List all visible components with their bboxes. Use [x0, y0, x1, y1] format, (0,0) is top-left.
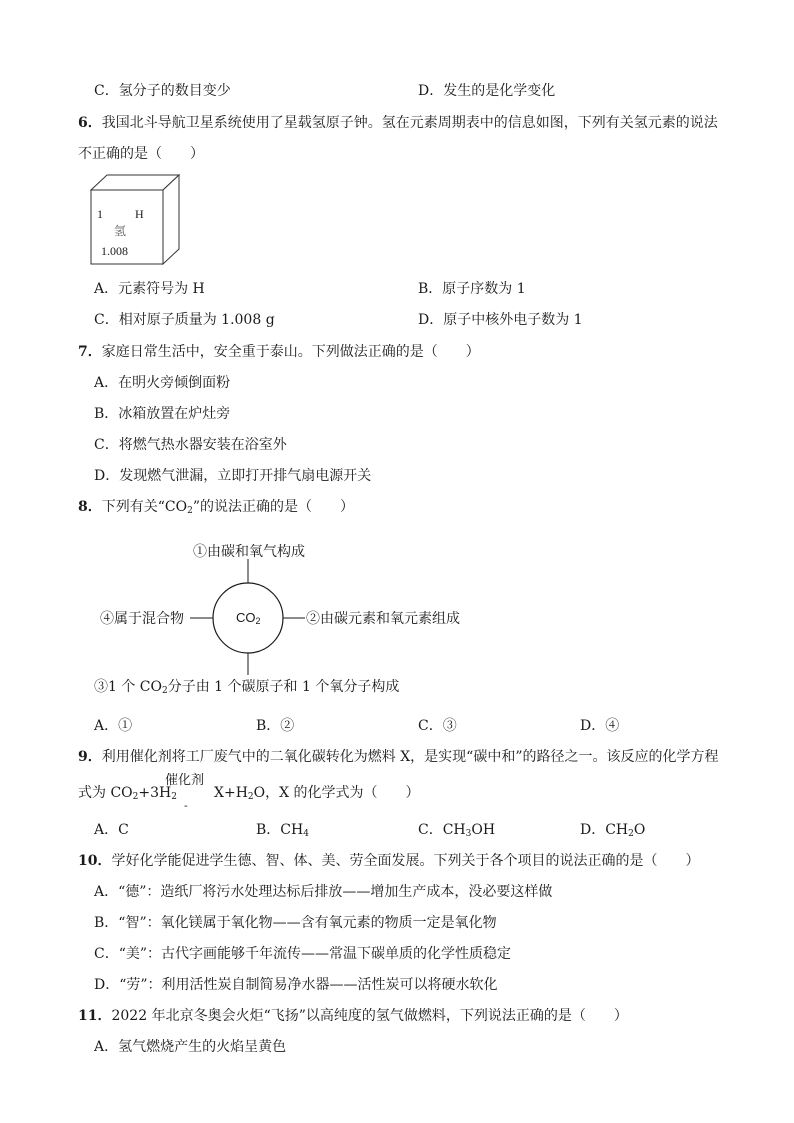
q9-option-a: A．C: [94, 822, 129, 838]
q10-option-a: A．“德”：造纸厂将污水处理达标后排放——增加生产成本，没必要这样做: [94, 884, 553, 900]
co2-center-label: [236, 609, 261, 627]
q10-stem: [78, 852, 699, 870]
q9-option-c-pre: C．CH: [418, 822, 466, 838]
q10-option-c: C．“美”：古代字画能够千年流传——常温下碳单质的化学性质稳定: [94, 946, 512, 962]
q9-option-b-sub: 4: [303, 829, 309, 839]
q6-option-a: A．元素符号为 H: [94, 281, 205, 297]
q9-eq-mid: +3H: [138, 785, 172, 801]
q9-stem-text: 利用催化剂将工厂废气中的二氧化碳转化为燃料 X，是实现“碳中和”的路径之一。该反应的化学方程: [101, 749, 719, 765]
q7-option-d: D．发现燃气泄漏，立即打开排气扇电源开关: [94, 468, 372, 484]
co2-bottom-sub: 2: [162, 686, 168, 696]
q9-option-c: [418, 821, 495, 839]
q6-option-c: C．相对原子质量为 1.008 g: [94, 312, 275, 328]
co2-label-left: ④属于混合物: [100, 611, 184, 627]
q7-option-b: B．冰箱放置在炉灶旁: [94, 406, 231, 422]
element-name: 氢: [114, 224, 127, 238]
element-symbol: H: [135, 207, 144, 221]
q8-option-c: C．③: [418, 718, 457, 734]
q8-stem-post: ”的说法正确的是（ ）: [192, 499, 355, 515]
co2-label-bottom: [94, 678, 399, 696]
q9-eq-end: O，X 的化学式为（ ）: [253, 785, 420, 801]
element-mass: 1.008: [101, 244, 128, 258]
q6-option-b: B．原子序数为 1: [418, 281, 526, 297]
q6-option-d: D．原子中核外电子数为 1: [418, 312, 583, 328]
q8-option-b: B．②: [256, 718, 295, 734]
q9-option-c-sub: 3: [465, 829, 472, 839]
co2-bottom-post: 分子由 1 个碳原子和 1 个氧分子构成: [167, 679, 400, 695]
q9-option-b: [256, 821, 309, 839]
q9-catalyst-label: 催化剂: [165, 773, 205, 788]
q6-stem-line2: 不正确的是（ ）: [78, 146, 204, 162]
q7-stem: [78, 343, 480, 361]
q8-option-a: A．①: [94, 718, 133, 734]
element-atomic-number: 1: [97, 207, 103, 221]
q9-eq-prefix: 式为 CO: [78, 785, 133, 801]
hydrogen-element-card: [90, 174, 180, 266]
q8-number: 8．: [78, 499, 102, 515]
q9-option-c-post: OH: [471, 822, 496, 838]
co2-center-pre: CO: [236, 610, 256, 625]
q9-option-d: [580, 821, 645, 839]
q5-option-c: C．氢分子的数目变少: [94, 83, 231, 99]
q8-option-d: D．④: [580, 718, 620, 734]
q11-stem: [78, 1007, 628, 1025]
q8-stem-pre: 下列有关“CO: [101, 499, 188, 515]
co2-label-right: ②由碳元素和氧元素组成: [306, 611, 460, 627]
co2-bottom-pre: ③1 个 CO: [94, 679, 162, 695]
q9-eq-sub2: 2: [171, 792, 177, 802]
q7-option-c: C．将燃气热水器安装在浴室外: [94, 437, 287, 453]
q9-number: 9．: [78, 749, 102, 765]
q9-eq-sub3: 2: [247, 792, 254, 802]
q9-eq-suffix: X+H: [214, 785, 248, 801]
q6-stem-line1: [78, 114, 718, 132]
q9-equation-right: [214, 784, 420, 802]
q9-option-d-post: O: [633, 822, 646, 838]
q9-equation-line: [78, 784, 177, 802]
q10-number: 10．: [78, 853, 112, 869]
q9-stem-line1: [78, 748, 718, 766]
q11-option-a: A．氢气燃烧产生的火焰呈黄色: [94, 1039, 287, 1055]
q9-under-mark: -: [184, 799, 188, 812]
q11-number: 11．: [78, 1008, 112, 1024]
q9-option-b-pre: B．CH: [256, 822, 304, 838]
q9-eq-sub1: 2: [132, 792, 139, 802]
q10-stem-text: 学好化学能促进学生德、智、体、美、劳全面发展。下列关于各个项目的说法正确的是（ ）: [111, 853, 700, 869]
q5-option-d: D．发生的是化学变化: [418, 83, 556, 99]
co2-label-top: ①由碳和氧气构成: [193, 544, 305, 560]
q9-option-d-pre: D．CH: [580, 822, 629, 838]
q7-option-a: A．在明火旁倾倒面粉: [94, 375, 231, 391]
q6-stem-text: 我国北斗导航卫星系统使用了星载氢原子钟。氢在元素周期表中的信息如图，下列有关氢元素的说法: [101, 115, 718, 131]
co2-center-sub: 2: [255, 616, 261, 626]
q10-option-d: D．“劳”：利用活性炭自制简易净水器——活性炭可以将硬水软化: [94, 977, 498, 993]
q8-stem: [78, 498, 354, 516]
q6-number: 6．: [78, 115, 102, 131]
co2-diagram: [90, 535, 470, 705]
q9-option-d-sub: 2: [628, 829, 634, 839]
q7-stem-text: 家庭日常生活中，安全重于泰山。下列做法正确的是（ ）: [101, 344, 480, 360]
q8-stem-sub: 2: [187, 506, 193, 516]
q11-stem-text: 2022 年北京冬奥会火炬“飞扬”以高纯度的氢气做燃料，下列说法正确的是（ ）: [111, 1008, 628, 1024]
q10-option-b: B．“智”：氧化镁属于氧化物——含有氧元素的物质一定是氧化物: [94, 915, 497, 931]
q7-number: 7．: [78, 344, 102, 360]
